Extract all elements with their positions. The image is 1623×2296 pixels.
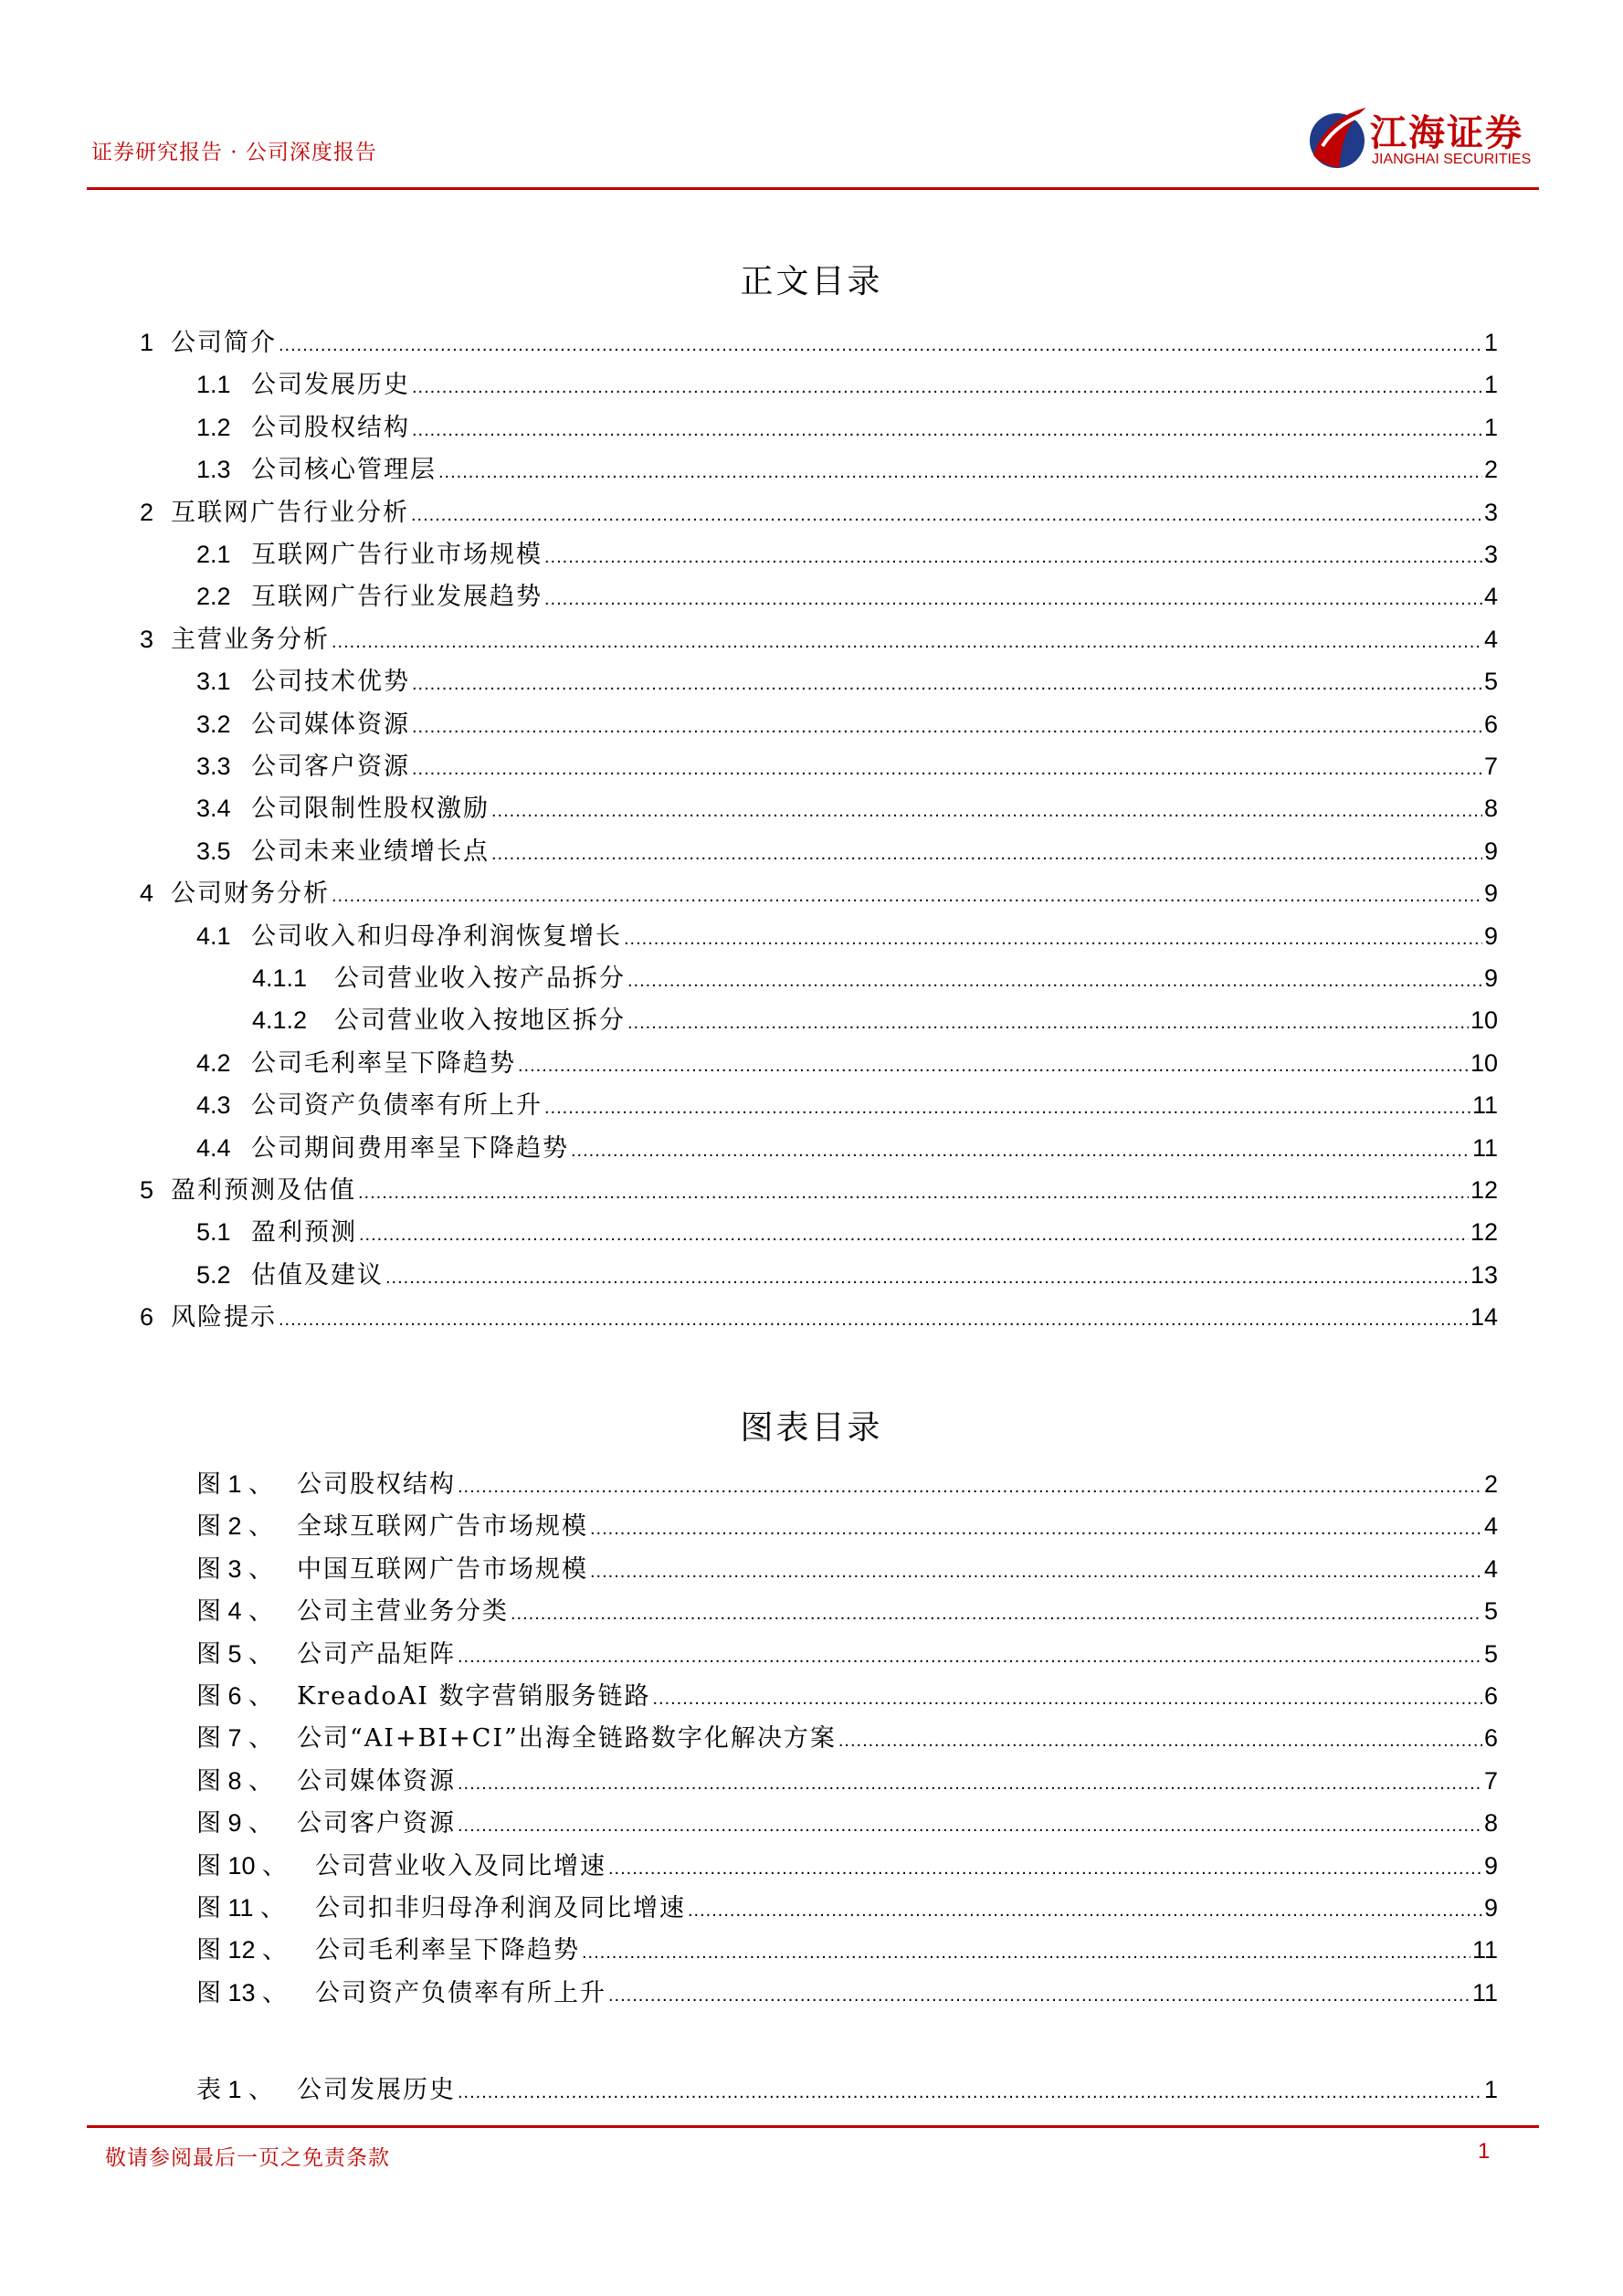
toc-entry-label: 盈利预测 <box>251 1218 357 1248</box>
toc-entry[interactable] <box>140 872 1498 914</box>
toc-entry[interactable] <box>196 1887 1498 1929</box>
toc-entry-number: 2.1 <box>196 541 231 568</box>
toc-entry-page: 10 <box>1470 1048 1498 1077</box>
toc-entry-page: 14 <box>1470 1303 1498 1332</box>
toc-entry-label: 公司扣非归母净利润及同比增速 <box>315 1894 686 1922</box>
toc-entry-label: 主营业务分析 <box>171 625 330 654</box>
toc-entry-page: 11 <box>1471 1133 1498 1162</box>
toc-entry-label: 互联网广告行业市场规模 <box>251 541 543 569</box>
toc-leader-dots <box>627 1002 1469 1044</box>
toc-entry-page: 4 <box>1483 583 1498 611</box>
toc-entry-number: 4.3 <box>196 1091 231 1120</box>
toc-entry-page: 9 <box>1483 964 1498 992</box>
toc-entry[interactable] <box>196 1505 1498 1547</box>
toc-entry-label: 公司限制性股权激励 <box>251 795 490 824</box>
toc-entry[interactable] <box>196 406 1498 448</box>
toc-leader-dots <box>544 536 1482 578</box>
toc-entry[interactable] <box>196 1211 1498 1253</box>
toc-leader-dots <box>624 918 1482 960</box>
toc-entry-label: 中国互联网广告市场规模 <box>297 1554 588 1584</box>
toc-entry-label: 估值及建议 <box>251 1260 384 1290</box>
toc-entry-label: 公司客户资源 <box>251 753 410 781</box>
toc-entry[interactable] <box>196 1717 1498 1759</box>
toc-entry-page: 11 <box>1471 1091 1498 1120</box>
toc-leader-dots <box>458 2071 1482 2113</box>
toc-entry[interactable] <box>196 1463 1498 1505</box>
toc-leader-dots <box>491 833 1482 875</box>
toc-entry[interactable] <box>196 533 1498 575</box>
toc-entry-page: 7 <box>1483 1766 1498 1795</box>
toc-entry[interactable] <box>196 1590 1498 1632</box>
toc-leader-dots <box>411 494 1482 536</box>
toc-entry-page: 12 <box>1470 1176 1498 1204</box>
footer-disclaimer: 敬请参阅最后一页之免责条款 <box>105 2146 390 2170</box>
toc-entry-page: 5 <box>1483 1597 1498 1626</box>
toc-entry-number: 4.1 <box>196 922 231 950</box>
toc-entry-page: 7 <box>1483 753 1498 780</box>
toc-entry[interactable] <box>140 618 1498 660</box>
toc-entry-label: 公司股权结构 <box>251 413 410 442</box>
toc-leader-dots <box>544 578 1482 620</box>
footer-divider <box>87 2125 1539 2128</box>
toc-entry-label: 全球互联网广告市场规模 <box>297 1512 588 1542</box>
toc-entry-label: 互联网广告行业发展趋势 <box>251 583 543 612</box>
toc-entry-page: 3 <box>1483 541 1498 568</box>
toc-entry-page: 13 <box>1470 1260 1498 1289</box>
toc-entry-label: 公司技术优势 <box>251 668 410 697</box>
toc-entry-number: 图 11 、 <box>196 1894 286 1922</box>
toc-entry-number: 1.3 <box>196 456 231 484</box>
toc-entry-page: 6 <box>1483 1724 1498 1753</box>
toc-entry[interactable] <box>196 1802 1498 1844</box>
toc-entry-number: 2 <box>140 498 154 526</box>
toc-leader-dots <box>412 706 1482 748</box>
toc-entry-label: 公司毛利率呈下降趋势 <box>315 1936 580 1965</box>
toc-entry-number: 4.1.1 <box>252 964 308 992</box>
toc-entry-page: 11 <box>1471 1978 1498 2006</box>
toc-title: 正文目录 <box>740 263 883 300</box>
toc-entry-number: 1.1 <box>196 371 231 399</box>
toc-entry-label: 风险提示 <box>171 1303 277 1332</box>
toc-entry[interactable] <box>196 1760 1498 1802</box>
toc-entry[interactable] <box>196 363 1498 405</box>
toc-entry[interactable] <box>140 1296 1498 1338</box>
toc-entry-number: 图 6 、 <box>196 1682 274 1710</box>
toc-entry[interactable] <box>196 745 1498 787</box>
toc-entry[interactable] <box>196 2069 1498 2111</box>
toc-leader-dots <box>458 1636 1482 1678</box>
toc-entry-number: 5.2 <box>196 1260 231 1289</box>
toc-leader-dots <box>590 1551 1482 1593</box>
toc-entry-label: 公司资产负债率有所上升 <box>315 1978 606 2007</box>
toc-entry-page: 9 <box>1483 1851 1498 1880</box>
toc-entry-number: 表 1 、 <box>196 2076 274 2103</box>
toc-entry-label: 公司营业收入按产品拆分 <box>334 964 626 993</box>
toc-entry-number: 图 9 、 <box>196 1809 274 1838</box>
logo-mark-icon <box>1306 102 1370 174</box>
toc-entry[interactable] <box>196 448 1498 490</box>
toc-entry-number: 4 <box>140 879 154 908</box>
company-logo <box>1306 102 1544 175</box>
toc-entry-page: 1 <box>1483 2076 1498 2103</box>
toc-entry-number: 3 <box>140 625 154 653</box>
toc-entry[interactable] <box>196 1084 1498 1126</box>
toc-entry-page: 8 <box>1483 1809 1498 1838</box>
toc-entry-number: 5 <box>140 1176 154 1204</box>
logo-text-english: JIANGHAI SECURITIES <box>1372 152 1532 167</box>
toc-entry-page: 9 <box>1483 879 1498 908</box>
toc-entry-page: 9 <box>1483 1894 1498 1922</box>
toc-entry-label: 公司收入和归母净利润恢复增长 <box>251 922 622 951</box>
toc-entry-label: 公司发展历史 <box>251 371 410 400</box>
toc-entry[interactable] <box>196 660 1498 702</box>
toc-entry-number: 图 7 、 <box>196 1724 274 1753</box>
report-type-header: 证券研究报告 · 公司深度报告 <box>91 141 377 164</box>
toc-entry-page: 4 <box>1483 1512 1498 1541</box>
toc-entry-label: 公司产品矩阵 <box>297 1639 456 1669</box>
toc-leader-dots <box>590 1508 1482 1550</box>
toc-entry-number: 图 13 、 <box>196 1978 288 2006</box>
toc-leader-dots <box>332 875 1482 917</box>
toc-entry[interactable] <box>196 703 1498 745</box>
toc-entry[interactable] <box>196 787 1498 829</box>
toc-entry-number: 图 4 、 <box>196 1597 274 1626</box>
toc-entry[interactable] <box>196 830 1498 872</box>
toc-entry-number: 3.1 <box>196 668 231 696</box>
toc-leader-dots <box>279 1299 1469 1341</box>
toc-entry-label: 公司核心管理层 <box>251 456 437 485</box>
toc-entry-page: 5 <box>1483 1639 1498 1668</box>
toc-entry-page: 5 <box>1483 668 1498 696</box>
toc-entry[interactable] <box>140 321 1498 363</box>
toc-leader-dots <box>358 1172 1469 1214</box>
toc-entry-number: 6 <box>140 1303 154 1332</box>
toc-entry-label: 公司媒体资源 <box>251 710 410 739</box>
toc-entry-page: 10 <box>1470 1006 1498 1035</box>
toc-entry-page: 11 <box>1471 1936 1498 1964</box>
toc-entry-label: 公司未来业绩增长点 <box>251 837 490 866</box>
toc-entry[interactable] <box>140 491 1498 533</box>
toc-entry-page: 4 <box>1483 1554 1498 1583</box>
toc-entry-number: 4.2 <box>196 1048 231 1077</box>
toc-leader-dots <box>544 1087 1470 1129</box>
toc-entry-page: 3 <box>1483 498 1498 526</box>
toc-entry-page: 6 <box>1483 1682 1498 1710</box>
toc-entry[interactable] <box>196 1548 1498 1590</box>
toc-leader-dots <box>412 366 1482 408</box>
toc-leader-dots <box>412 409 1482 451</box>
toc-entry-page: 1 <box>1483 371 1498 399</box>
toc-entry-page: 8 <box>1483 795 1498 823</box>
toc-leader-dots <box>582 1932 1470 1974</box>
toc-entry-number: 3.3 <box>196 753 231 780</box>
footer-page-number: 1 <box>1478 2139 1491 2164</box>
toc-leader-dots <box>688 1890 1482 1932</box>
toc-entry[interactable] <box>196 1845 1498 1887</box>
toc-entry-number: 1.2 <box>196 413 231 441</box>
toc-entry-page: 6 <box>1483 710 1498 738</box>
toc-entry-number: 1 <box>140 329 154 356</box>
toc-entry-label: 公司期间费用率呈下降趋势 <box>251 1133 569 1163</box>
toc-entry-label: 公司股权结构 <box>297 1470 456 1499</box>
logo-text-chinese: 江海证券 <box>1370 112 1523 154</box>
toc-entry-page: 9 <box>1483 837 1498 865</box>
toc-leader-dots <box>652 1678 1482 1720</box>
toc-entry[interactable] <box>196 1254 1498 1296</box>
toc-entry-number: 5.1 <box>196 1218 231 1247</box>
toc-entry-label: 互联网广告行业分析 <box>171 498 409 527</box>
toc-entry-label: 公司主营业务分类 <box>297 1597 509 1627</box>
toc-entry-label: 公司财务分析 <box>171 879 330 909</box>
toc-leader-dots <box>627 960 1482 1002</box>
toc-entry[interactable] <box>196 1042 1498 1084</box>
toc-leader-dots <box>279 324 1482 366</box>
toc-entry[interactable] <box>196 915 1498 957</box>
toc-leader-dots <box>571 1130 1470 1172</box>
toc-entry-page: 1 <box>1483 413 1498 441</box>
toc-entry-label: 公司营业收入及同比增速 <box>315 1851 606 1880</box>
toc-leader-dots <box>838 1720 1482 1762</box>
toc-entry-label: 公司营业收入按地区拆分 <box>334 1006 626 1036</box>
toc-leader-dots <box>438 451 1482 493</box>
toc-leader-dots <box>511 1593 1482 1635</box>
toc-entry-number: 4.4 <box>196 1133 231 1162</box>
toc-entry-number: 图 2 、 <box>196 1512 274 1541</box>
toc-entry-label: 公司客户资源 <box>297 1809 456 1838</box>
toc-entry-number: 3.5 <box>196 837 231 865</box>
toc-entry-label: 公司“AI+BI+CI”出海全链路数字化解决方案 <box>297 1724 837 1754</box>
toc-entry-page: 9 <box>1483 922 1498 950</box>
toc-entry[interactable] <box>196 575 1498 617</box>
toc-entry[interactable] <box>252 999 1498 1041</box>
toc-leader-dots <box>412 748 1482 790</box>
toc-entry-number: 4.1.2 <box>252 1006 308 1035</box>
header-divider <box>87 187 1539 190</box>
toc-entry-number: 图 10 、 <box>196 1851 288 1880</box>
toc-leader-dots <box>332 621 1482 663</box>
toc-entry-page: 2 <box>1483 1470 1498 1498</box>
toc-entry-label: 公司发展历史 <box>297 2076 456 2104</box>
toc-entry-label: 公司资产负债率有所上升 <box>251 1091 543 1121</box>
toc-entry-label: 公司简介 <box>171 329 277 357</box>
toc-entry-label: KreadoAI 数字营销服务链路 <box>297 1682 651 1711</box>
toc-entry[interactable] <box>140 1169 1498 1211</box>
toc-entry-label: 盈利预测及估值 <box>171 1176 356 1205</box>
toc-entry[interactable] <box>196 1929 1498 1971</box>
toc-entry[interactable] <box>196 1127 1498 1169</box>
toc-entry-number: 2.2 <box>196 583 231 611</box>
toc-entry-page: 4 <box>1483 625 1498 653</box>
toc-entry-number: 3.4 <box>196 795 231 823</box>
toc-leader-dots <box>458 1763 1482 1805</box>
toc-entry-page: 2 <box>1483 456 1498 484</box>
toc-entry-number: 图 3 、 <box>196 1554 274 1583</box>
toc-entry[interactable] <box>196 1675 1498 1717</box>
toc-leader-dots <box>518 1045 1469 1087</box>
toc-entry-number: 图 5 、 <box>196 1639 274 1668</box>
toc-leader-dots <box>458 1466 1482 1508</box>
toc-entry-page: 1 <box>1483 329 1498 356</box>
toc-entry[interactable] <box>196 1633 1498 1675</box>
toc-leader-dots <box>608 1975 1470 2017</box>
toc-entry-page: 12 <box>1470 1218 1498 1247</box>
toc-entry-number: 图 12 、 <box>196 1936 288 1964</box>
toc-entry-number: 图 1 、 <box>196 1470 274 1498</box>
toc-leader-dots <box>412 663 1482 705</box>
toc-entry-label: 公司媒体资源 <box>297 1766 456 1796</box>
toc-entry[interactable] <box>196 1972 1498 2014</box>
toc-leader-dots <box>359 1214 1469 1256</box>
toc-entry[interactable] <box>252 957 1498 999</box>
toc-entry-number: 3.2 <box>196 710 231 738</box>
toc-leader-dots <box>491 790 1482 832</box>
toc-entry-number: 图 8 、 <box>196 1766 274 1795</box>
toc-leader-dots <box>458 1805 1482 1847</box>
toc-leader-dots <box>385 1257 1469 1299</box>
toc-entry-label: 公司毛利率呈下降趋势 <box>251 1048 516 1078</box>
toc-leader-dots <box>608 1848 1482 1890</box>
figures-title: 图表目录 <box>740 1409 883 1447</box>
